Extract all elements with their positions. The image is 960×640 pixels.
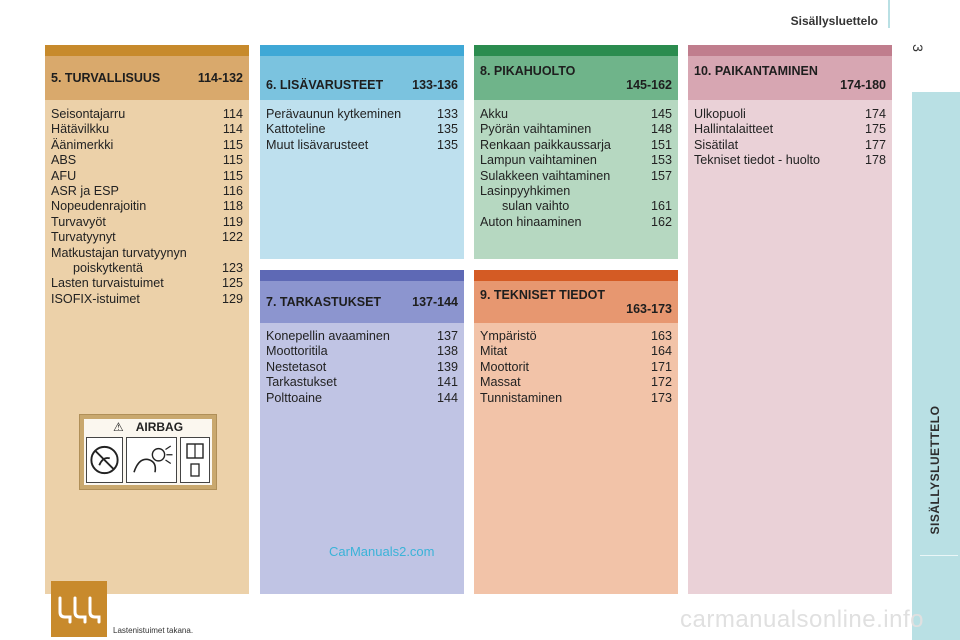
- section-title-bar: [260, 281, 464, 323]
- entry-label: ABS: [51, 153, 77, 168]
- entry-label: AFU: [51, 168, 77, 183]
- section-pages: 163-173: [626, 302, 672, 316]
- entry-page: 157: [650, 168, 672, 183]
- entry-label: Mitat: [480, 344, 508, 359]
- toc-entry: [266, 329, 458, 344]
- toc-entry: [480, 215, 672, 230]
- entry-page: 122: [221, 230, 243, 245]
- section-color-bar: [260, 270, 464, 281]
- toc-entry: [266, 138, 458, 153]
- entry-label: ISOFIX-istuimet: [51, 291, 140, 306]
- entry-label: Kattoteline: [266, 122, 326, 137]
- entry-label: Moottoritila: [266, 344, 328, 359]
- section-lisavarusteet: [260, 45, 464, 259]
- toc-entry: [51, 276, 243, 291]
- entry-label: Pyörän vaihtaminen: [480, 122, 592, 137]
- toc-entry: [266, 344, 458, 359]
- entry-page: 116: [222, 184, 243, 199]
- toc-entry: [266, 122, 458, 137]
- entry-page: 123: [221, 261, 243, 276]
- toc-entry: [266, 375, 458, 390]
- toc-entry: [694, 153, 886, 168]
- toc-entry: [51, 153, 243, 168]
- entry-label: Äänimerkki: [51, 137, 114, 152]
- entry-label: Perävaunun kytkeminen: [266, 107, 402, 121]
- entry-label: Tunnistaminen: [480, 390, 563, 405]
- toc-entry: [480, 375, 672, 390]
- section-color-bar: [474, 270, 678, 281]
- section-pages: 145-162: [626, 78, 672, 92]
- entry-label: Akku: [480, 107, 508, 121]
- entry-label: Lampun vaihtaminen: [480, 153, 597, 168]
- child-seats-icon: [51, 581, 107, 637]
- entry-label: Matkustajan turvatyynyn: [51, 245, 187, 260]
- section-color-bar: [45, 45, 249, 56]
- section-title-bar: [474, 281, 678, 323]
- header-divider: [888, 0, 890, 28]
- toc-entry: [480, 138, 672, 153]
- entry-label: Lasten turvaistuimet: [51, 276, 164, 291]
- entry-label: Turvatyynyt: [51, 230, 116, 245]
- entry-page: 118: [222, 199, 243, 214]
- toc-entry: [51, 138, 243, 153]
- entry-page: 137: [436, 329, 458, 343]
- section-pages: 133-136: [412, 78, 458, 92]
- toc-entry: [51, 292, 243, 307]
- entry-label: Nestetasot: [266, 359, 327, 374]
- entry-page: 144: [436, 390, 458, 405]
- toc-entry: [480, 184, 672, 215]
- toc-entry: [266, 107, 458, 122]
- entry-list: [688, 100, 892, 169]
- section-body: [474, 323, 678, 594]
- section-body: [260, 100, 464, 259]
- entry-page: 148: [650, 122, 672, 137]
- entry-page: 114: [222, 107, 243, 121]
- entry-page: 119: [222, 214, 243, 229]
- entry-label: Ulkopuoli: [694, 107, 746, 121]
- entry-label: Auton hinaaminen: [480, 214, 582, 229]
- toc-entry: [480, 391, 672, 406]
- entry-label: Tarkastukset: [266, 375, 337, 390]
- entry-page: 164: [650, 344, 672, 359]
- entry-label: Moottorit: [480, 359, 529, 374]
- entry-page: 174: [864, 107, 886, 121]
- entry-label: Turvavyöt: [51, 214, 106, 229]
- entry-label: Seisontajarru: [51, 107, 126, 121]
- child-seats-note: Lastenistuimet takana.: [113, 626, 194, 635]
- toc-entry: [480, 169, 672, 184]
- sidebar-divider: [920, 555, 958, 556]
- no-rear-facing-seat-icon: [86, 437, 123, 483]
- watermark-carmanuals: CarManuals2.com: [329, 544, 435, 559]
- toc-entry: [694, 122, 886, 137]
- entry-list: [260, 100, 464, 153]
- entry-label-continued: sulan vaihto: [502, 199, 570, 214]
- toc-entry: [266, 391, 458, 406]
- toc-entry: [51, 122, 243, 137]
- entry-page: 115: [222, 137, 243, 152]
- entry-page: 139: [436, 359, 458, 374]
- toc-entry: [480, 153, 672, 168]
- section-title: 7. TARKASTUKSET: [266, 295, 382, 309]
- section-color-bar: [688, 45, 892, 56]
- entry-label: Tekniset tiedot - huolto: [694, 153, 821, 168]
- sidebar-label: SISÄLLYSLUETTELO: [928, 405, 942, 535]
- toc-entry: [480, 329, 672, 344]
- entry-page: 115: [222, 153, 243, 168]
- section-title: 9. TEKNISET TIEDOT: [480, 288, 606, 302]
- entry-page: 175: [864, 122, 886, 137]
- entry-label: Muut lisävarusteet: [266, 137, 369, 152]
- sidebar-tab: [912, 92, 960, 640]
- entry-page: 153: [650, 153, 672, 168]
- section-tekniset-tiedot: [474, 270, 678, 594]
- entry-label: Sisätilat: [694, 137, 739, 152]
- entry-label: Hätävilkku: [51, 122, 110, 137]
- section-title-bar: [474, 56, 678, 100]
- section-title-bar: [45, 56, 249, 100]
- entry-page: 151: [650, 137, 672, 152]
- entry-page: 133: [436, 107, 458, 121]
- section-paikantaminen: [688, 45, 892, 594]
- toc-entry: [51, 215, 243, 230]
- entry-label: Sulakkeen vaihtaminen: [480, 168, 611, 183]
- airbag-label-text: AIRBAG: [135, 420, 184, 434]
- toc-entry: [51, 246, 243, 277]
- toc-entry: [480, 107, 672, 122]
- entry-page: 135: [436, 122, 458, 137]
- section-title: 10. PAIKANTAMINEN: [694, 64, 818, 78]
- toc-entry: [51, 184, 243, 199]
- entry-page: 171: [650, 359, 672, 374]
- section-title: 5. TURVALLISUUS: [51, 71, 161, 85]
- entry-label: Ympäristö: [480, 329, 537, 343]
- entry-page: 138: [436, 344, 458, 359]
- entry-page: 178: [864, 153, 886, 168]
- section-pages: 114-132: [197, 71, 243, 85]
- entry-page: 163: [650, 329, 672, 343]
- entry-page: 135: [436, 137, 458, 152]
- airbag-deploy-icon: [126, 437, 177, 483]
- toc-entry: [266, 360, 458, 375]
- section-pages: 174-180: [840, 78, 886, 92]
- toc-entry: [480, 122, 672, 137]
- toc-entry: [480, 360, 672, 375]
- section-turvallisuus: [45, 45, 249, 635]
- entry-list: [260, 323, 464, 406]
- toc-entry: [51, 199, 243, 214]
- entry-page: 172: [650, 375, 672, 390]
- section-pages: 137-144: [412, 295, 458, 309]
- section-color-bar: [474, 45, 678, 56]
- entry-page: 162: [650, 214, 672, 229]
- entry-page: 115: [222, 168, 243, 183]
- entry-label: ASR ja ESP: [51, 184, 119, 199]
- section-title: 8. PIKAHUOLTO: [480, 64, 576, 78]
- entry-page: 114: [222, 122, 243, 137]
- toc-entry: [694, 138, 886, 153]
- section-title: 6. LISÄVARUSTEET: [266, 78, 384, 92]
- section-title-bar: [260, 56, 464, 100]
- airbag-warning-label: [79, 414, 217, 490]
- toc-entry: [51, 169, 243, 184]
- page-number: 3: [909, 44, 926, 52]
- entry-page: 173: [650, 390, 672, 405]
- entry-list: [45, 100, 249, 307]
- entry-page: 141: [436, 375, 458, 390]
- entry-page: 145: [650, 107, 672, 121]
- manual-book-icon: [180, 437, 210, 483]
- entry-page: 161: [650, 199, 672, 214]
- section-body: [45, 100, 249, 635]
- entry-label: Polttoaine: [266, 390, 323, 405]
- entry-page: 125: [221, 276, 243, 291]
- entry-label: Renkaan paikkaussarja: [480, 137, 611, 152]
- entry-label: Nopeudenrajoitin: [51, 199, 147, 214]
- entry-label: Massat: [480, 375, 521, 390]
- entry-label: Lasinpyyhkimen: [480, 184, 571, 199]
- watermark-manualsonline: carmanualsonline.info: [680, 606, 924, 633]
- entry-list: [474, 323, 678, 406]
- entry-page: 129: [221, 291, 243, 306]
- section-body: [688, 100, 892, 594]
- toc-entry: [51, 107, 243, 122]
- toc-entry: [694, 107, 886, 122]
- entry-list: [474, 100, 678, 230]
- warning-triangle-icon: ⚠: [112, 420, 124, 434]
- entry-label: Hallintalaitteet: [694, 122, 774, 137]
- section-color-bar: [260, 45, 464, 56]
- entry-label-continued: poiskytkentä: [73, 261, 144, 276]
- section-title-bar: [688, 56, 892, 100]
- toc-entry: [480, 344, 672, 359]
- section-body: [474, 100, 678, 259]
- entry-page: 177: [864, 137, 886, 152]
- toc-entry: [51, 230, 243, 245]
- entry-label: Konepellin avaaminen: [266, 329, 390, 343]
- page-header-title: Sisällysluettelo: [790, 14, 878, 28]
- section-pikahuolto: [474, 45, 678, 259]
